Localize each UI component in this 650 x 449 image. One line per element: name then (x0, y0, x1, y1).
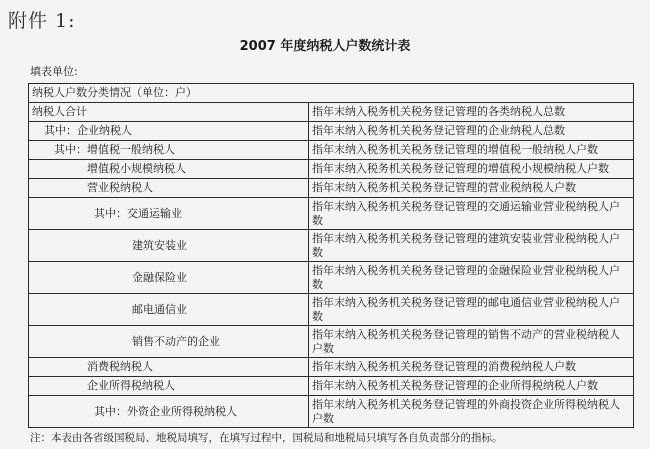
table-row (29, 326, 634, 358)
category-cell: 企业所得税纳税人 (29, 377, 309, 396)
category-cell: 建筑安装业 (29, 230, 309, 262)
table-row (29, 122, 634, 141)
table-header: 纳税人户数分类情况（单位：户） (29, 84, 634, 103)
category-cell: 消费税纳税人 (29, 358, 309, 377)
table-row (29, 141, 634, 160)
table-row (29, 103, 634, 122)
category-cell: 其中：企业纳税人 (29, 122, 309, 141)
description-cell: 指年末纳入税务机关税务登记管理的企业纳税人总数 (309, 122, 634, 141)
attachment-label: 附件 1: (8, 10, 76, 32)
table-row (29, 377, 634, 396)
category-cell: 其中：交通运输业 (29, 198, 309, 230)
fill-unit-label: 填表单位: (30, 65, 78, 78)
taxpayer-stats-table (28, 83, 634, 428)
description-cell: 指年末纳入税务机关税务登记管理的金融保险业营业税纳税人户数 (309, 262, 634, 294)
description-cell: 指年末纳入税务机关税务登记管理的各类纳税人总数 (309, 103, 634, 122)
description-cell: 指年末纳入税务机关税务登记管理的建筑安装业营业税纳税人户数 (309, 230, 634, 262)
description-cell: 指年末纳入税务机关税务登记管理的增值税一般纳税人户数 (309, 141, 634, 160)
table-row (29, 294, 634, 326)
description-cell: 指年末纳入税务机关税务登记管理的外商投资企业所得税纳税人户数 (309, 396, 634, 428)
footnote: 注：本表由各省级国税局、地税局填写，在填写过程中，国税局和地税局只填写各自负责部分的指标。 (30, 432, 503, 444)
category-cell: 其中：增值税一般纳税人 (29, 141, 309, 160)
table-title: 2007 年度纳税人户数统计表 (239, 39, 411, 54)
category-cell: 其中：外资企业所得税纳税人 (29, 396, 309, 428)
table-row (29, 160, 634, 179)
description-cell: 指年末纳入税务机关税务登记管理的增值税小规模纳税人户数 (309, 160, 634, 179)
table-row (29, 396, 634, 428)
description-cell: 指年末纳入税务机关税务登记管理的销售不动产的营业税纳税人户数 (309, 326, 634, 358)
description-cell: 指年末纳入税务机关税务登记管理的消费税纳税人户数 (309, 358, 634, 377)
description-cell: 指年末纳入税务机关税务登记管理的营业税纳税人户数 (309, 179, 634, 198)
description-cell: 指年末纳入税务机关税务登记管理的交通运输业营业税纳税人户数 (309, 198, 634, 230)
category-cell: 销售不动产的企业 (29, 326, 309, 358)
table-row (29, 262, 634, 294)
table-header-row (29, 84, 634, 103)
table-row (29, 179, 634, 198)
table-row (29, 198, 634, 230)
description-cell: 指年末纳入税务机关税务登记管理的企业所得税纳税人户数 (309, 377, 634, 396)
table-row (29, 230, 634, 262)
category-cell: 营业税纳税人 (29, 179, 309, 198)
table-row (29, 358, 634, 377)
category-cell: 纳税人合计 (29, 103, 309, 122)
category-cell: 增值税小规模纳税人 (29, 160, 309, 179)
description-cell: 指年末纳入税务机关税务登记管理的邮电通信业营业税纳税人户数 (309, 294, 634, 326)
category-cell: 金融保险业 (29, 262, 309, 294)
category-cell: 邮电通信业 (29, 294, 309, 326)
